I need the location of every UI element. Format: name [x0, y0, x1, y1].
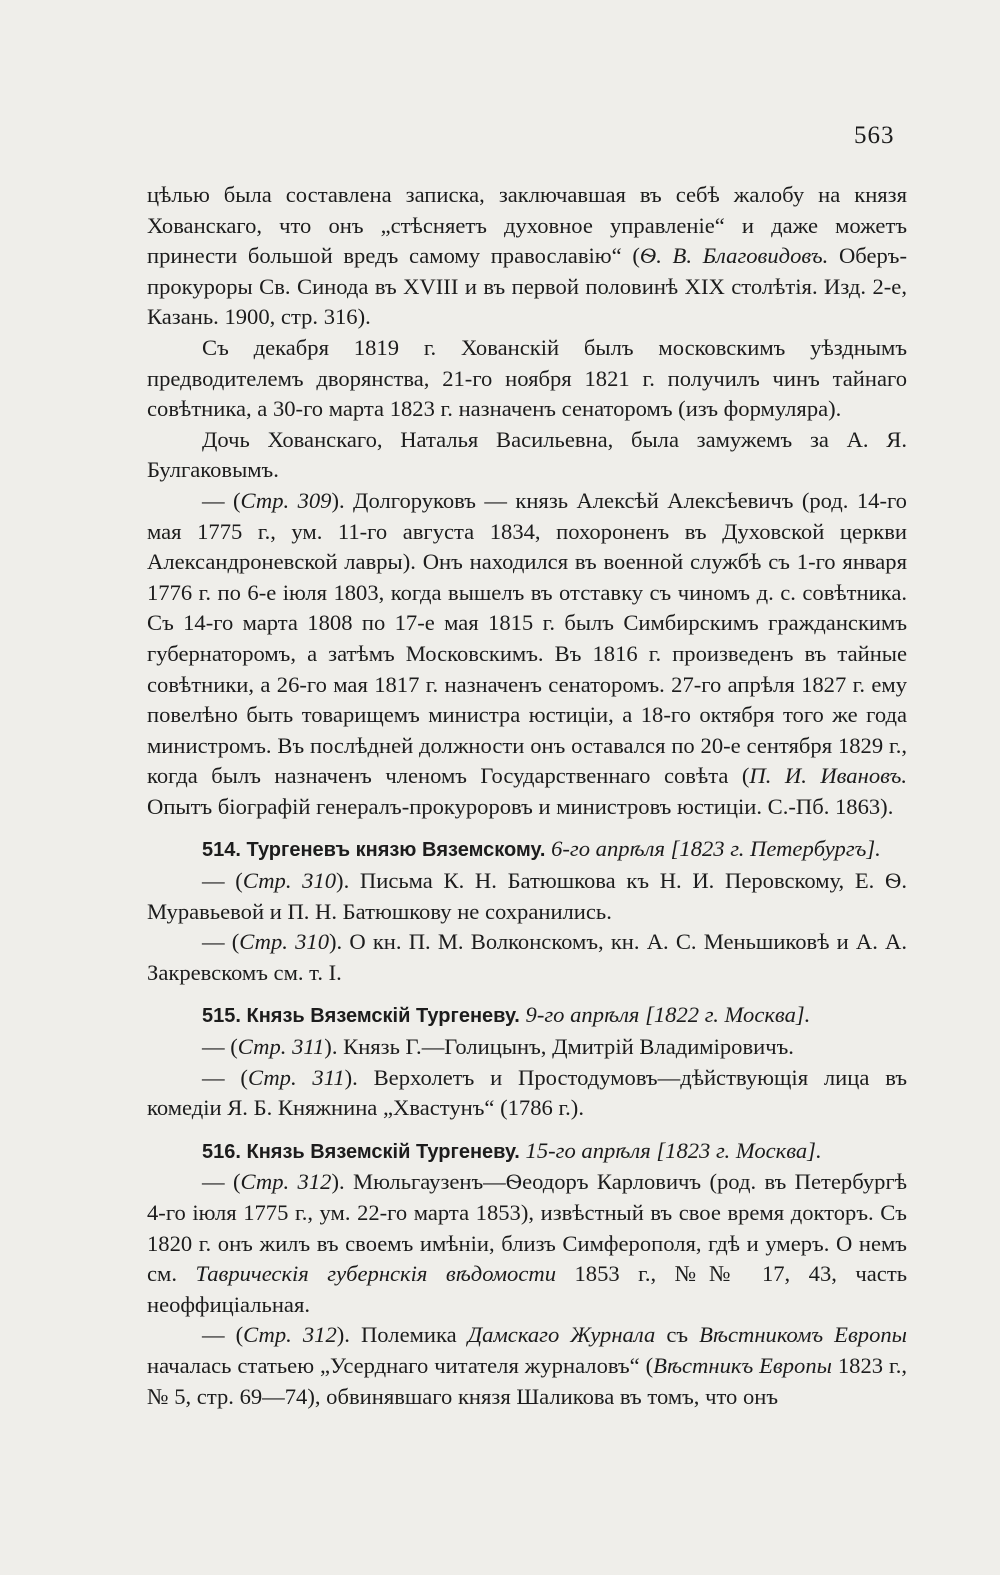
paragraph: — (Стр. 310). Письма К. Н. Батюшкова къ Н. И. Перовскому, Е. Ѳ. Муравьевой и П. Н. Батюшкову не сохранились. [147, 868, 907, 924]
entry-heading-514: 514. Тургеневъ князю Вяземскому. 6-го апрѣля [1823 г. Петербургъ]. [202, 836, 881, 862]
body-text [147, 180, 907, 1412]
paragraph: Дочь Хованскаго, Наталья Васильевна, была замужемъ за А. Я. Булгаковымъ. [147, 426, 907, 483]
paragraph: — (Стр. 311). Верхолетъ и Простодумовъ—дѣйствующія лица въ комедіи Я. Б. Княжнина „Хвастунъ“ (1786 г.). [147, 1064, 907, 1121]
paragraph: — (Стр. 312). Мюльгаузенъ—Ѳеодоръ Карловичъ (род. въ Петербургѣ 4-го іюля 1775 г., ум. 22-го марта 1853), извѣстный въ свое время докторъ. Съ 1820 г. онъ жилъ въ своемъ имѣніи, близъ Симферополя, гдѣ и умеръ. О немъ см. Таврическія губернскія вѣдомости 1853 г., №№ 17, 43, часть неоффиціальная. [147, 1169, 907, 1317]
paragraph: — (Стр. 311). Князь Г.—Голицынъ, Дмитрій Владиміровичъ. [202, 1034, 794, 1060]
paragraph: — (Стр. 310). О кн. П. М. Волконскомъ, кн. А. С. Меньшиковѣ и А. А. Закревскомъ см. т. I. [147, 929, 907, 985]
entry-heading-516: 516. Князь Вяземскій Тургеневу. 15-го апрѣля [1823 г. Москва]. [202, 1137, 822, 1163]
paragraph: Съ декабря 1819 г. Хованскій былъ московскимъ уѣзднымъ предводителемъ дворянства, 21-го ноября 1821 г. получилъ чинъ тайнаго совѣтника, а 30-го марта 1823 г. назначенъ сенаторомъ (изъ формуляра). [147, 334, 907, 422]
paragraph: — (Стр. 312). Полемика Дамскаго Журнала съ Вѣстникомъ Европы началась статьею „Усерднаго читателя журналовъ“ (Вѣстникъ Европы 1823 г., № 5, стр. 69—74), обвинявшаго князя Шаликова въ томъ, что онъ [147, 1322, 908, 1409]
paragraph: цѣлью была составлена записка, заключавшая въ себѣ жалобу на князя Хованскаго, что онъ „стѣсняетъ духовное управленіе“ и даже можетъ принести большой вредъ самому православію“ (Ѳ. В. Благовидовъ. Оберъ-прокуроры Св. Синода въ XVIII и въ первой половинѣ XIX столѣтія. Изд. 2-е, Казань. 1900, стр. 316). [147, 182, 908, 330]
paragraph: — (Стр. 309). Долгоруковъ — князь Алексѣй Алексѣевичъ (род. 14-го мая 1775 г., ум. 11-го августа 1834, похороненъ въ Духовской церкви Александроневской лавры). Онъ находился въ военной службѣ съ 1-го января 1776 г. по 6-е іюля 1803, когда вышелъ въ отставку съ чиномъ д. с. совѣтника. Съ 14-го марта 1808 по 17-е мая 1815 г. былъ Симбирскимъ гражданскимъ губернаторомъ, а затѣмъ Московскимъ. Въ 1816 г. произведенъ въ тайные совѣтники, а 26-го мая 1817 г. назначенъ сенаторомъ. 27-го апрѣля 1827 г. ему повелѣно быть товарищемъ министра юстиціи, а 18-го октября того же года министромъ. Въ послѣдней должности онъ оставался по 20-е сентября 1829 г., когда былъ назначенъ членомъ Государственнаго совѣта (П. И. Ивановъ. Опытъ біографій генералъ-прокуроровъ и министровъ юстиціи. С.-Пб. 1863). [147, 487, 907, 819]
entry-heading-515: 515. Князь Вяземскій Тургеневу. 9-го апрѣля [1822 г. Москва]. [202, 1002, 811, 1028]
page-number: 563 [854, 122, 895, 149]
